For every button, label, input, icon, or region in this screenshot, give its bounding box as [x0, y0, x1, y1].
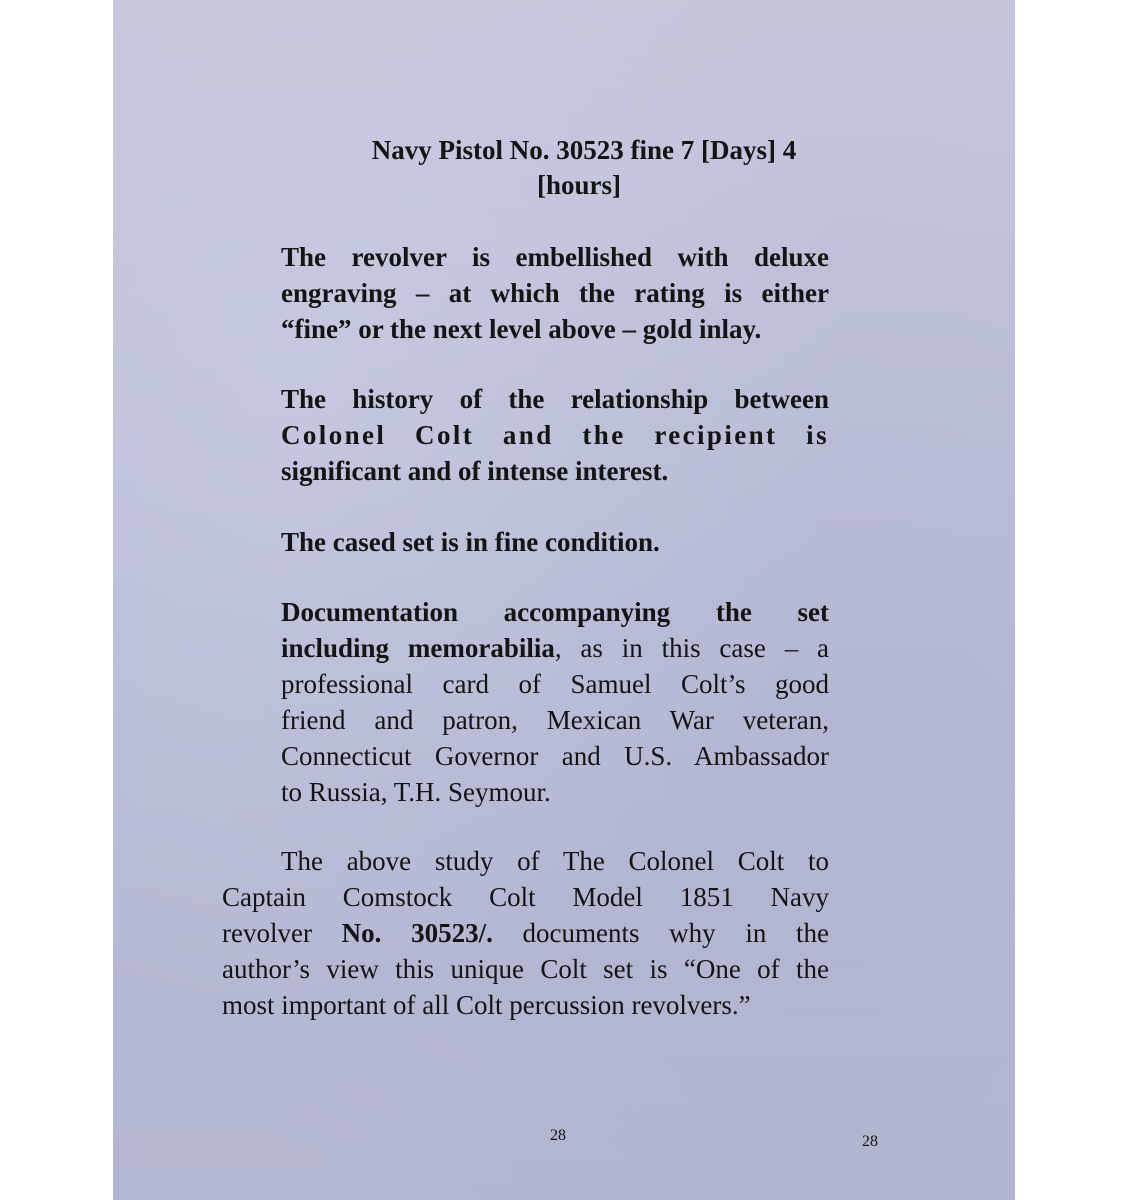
paragraph-line: [222, 843, 829, 879]
inline-text: documents why in the: [492, 918, 830, 948]
page-title: [113, 133, 1015, 203]
paragraph-history: [281, 381, 829, 489]
inline-text: , as in this case – a: [554, 633, 829, 663]
inline-text: The above study of The Colonel Colt to: [281, 846, 829, 876]
bold-phrase: No. 30523/.: [341, 918, 493, 948]
paragraph-line: engraving – at which the rating is either: [281, 278, 829, 308]
paragraph-documentation: [281, 594, 829, 810]
paragraph-line: The cased set is in fine condition.: [281, 527, 660, 557]
inline-text: revolver: [222, 918, 342, 948]
paragraph-line: “fine” or the next level above – gold inlay.: [281, 314, 762, 344]
paragraph-line: most important of all Colt percussion revolvers.”: [222, 990, 751, 1020]
paragraph-engraving: [281, 239, 829, 347]
paragraph-line: Captain Comstock Colt Model 1851 Navy: [222, 882, 829, 912]
paragraph-line: author’s view this unique Colt set is “One of the: [222, 954, 829, 984]
document-page: [113, 0, 1015, 1200]
paragraph-line: friend and patron, Mexican War veteran,: [281, 705, 829, 735]
paragraph-conclusion: [222, 843, 829, 1023]
paragraph-line: [281, 630, 829, 666]
page-number-right: 28: [862, 1133, 878, 1150]
paragraph-line: Colonel Colt and the recipient is: [281, 420, 829, 450]
paragraph-line: Connecticut Governor and U.S. Ambassador: [281, 741, 829, 771]
paragraph-line: significant and of intense interest.: [281, 456, 669, 486]
bold-phrase: including memorabilia: [281, 633, 555, 663]
paragraph-line: to Russia, T.H. Seymour.: [281, 777, 551, 807]
paragraph-line: The revolver is embellished with deluxe: [281, 242, 829, 272]
paragraph-line: professional card of Samuel Colt’s good: [281, 669, 829, 699]
paragraph-line: [222, 915, 829, 951]
page-number: 28: [550, 1127, 566, 1144]
title-line-2: [hours]: [536, 170, 621, 200]
title-line-1: Navy Pistol No. 30523 fine 7 [Days] 4: [371, 135, 797, 165]
paragraph-line: The history of the relationship between: [281, 384, 829, 414]
paragraph-line: Documentation accompanying the set: [281, 597, 829, 627]
paragraph-condition: [281, 524, 829, 560]
